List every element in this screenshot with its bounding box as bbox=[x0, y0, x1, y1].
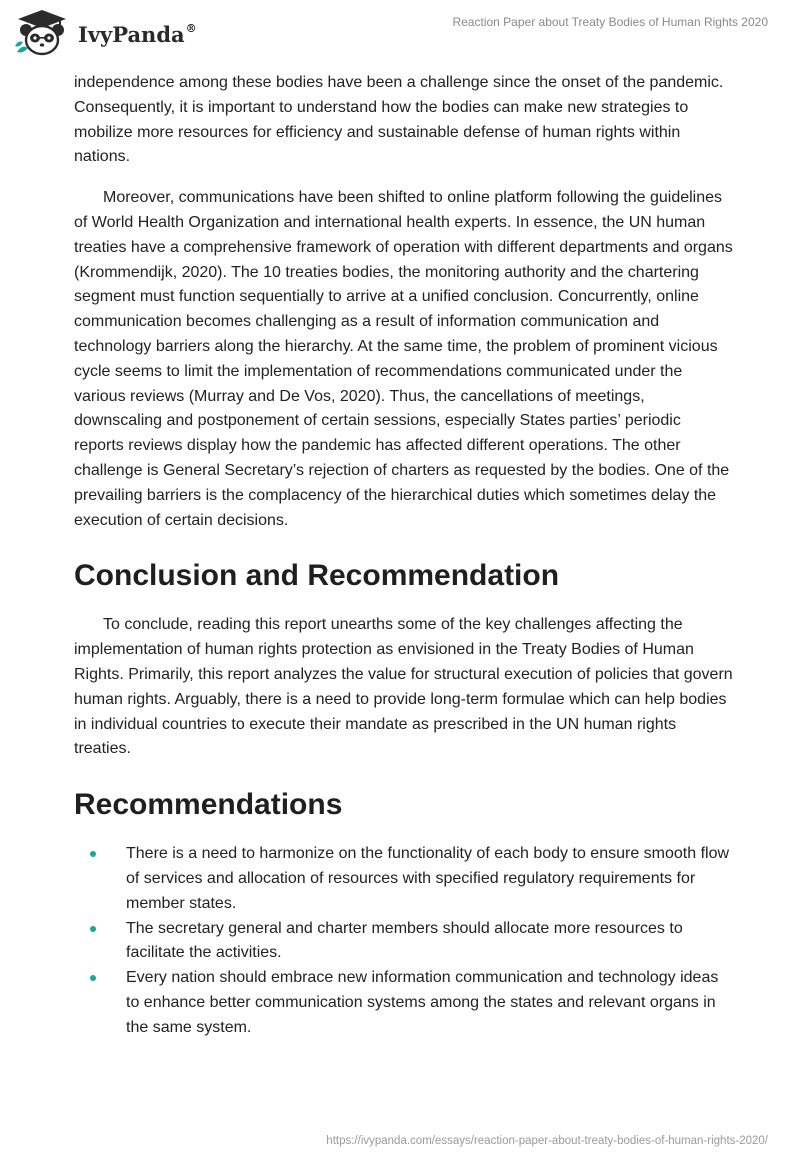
list-item bbox=[74, 842, 734, 916]
list-item-text: The secretary general and charter members should allocate more resources to facilitate the activities. bbox=[126, 919, 683, 962]
list-item bbox=[74, 966, 734, 1040]
essay-content bbox=[74, 71, 734, 1041]
registered-mark: ® bbox=[185, 22, 197, 35]
paragraph-communications: Moreover, communications have been shifted to online platform following the guidelines of World Health Organization and international health experts. In essence, the UN human treaties have a comprehensive framework of operation with different departments and organs (Krommendijk, 2020). The 10 treaties bodies, the monitoring authority and the chartering segment must function sequentially to arrive at a unified conclusion. Concurrently, online communication becomes challenging as a result of information communication and technology barriers along the hierarchy. At the same time, the problem of prominent vicious cycle seems to limit the implementation of recommendations communicated under the various reviews (Murray and De Vos, 2020). Thus, the cancellations of meetings, downscaling and postponement of certain sessions, especially States parties’ periodic reports reviews display how the pandemic has affected different operations. The other challenge is General Secretary’s rejection of charters as requested by the bodies. One of the prevailing barriers is the complacency of the hierarchical duties which sometimes delay the execution of certain decisions. bbox=[74, 189, 733, 529]
heading-recommendations: Recommendations bbox=[74, 788, 343, 822]
heading-conclusion: Conclusion and Recommendation bbox=[74, 559, 560, 593]
list-item-text: There is a need to harmonize on the functionality of each body to ensure smooth flow of services and allocation of resources with specified regulatory requirements for member states. bbox=[126, 845, 730, 912]
panda-mascot-icon bbox=[14, 8, 70, 58]
paragraph-conclusion: To conclude, reading this report unearths some of the key challenges affecting the implementation of human rights protection as envisioned in the Treaty Bodies of Human Rights. Primarily, this report analyzes the value for structural execution of policies that govern human rights. Arguably, there is a need to provide long-term formulae which can help bodies in individual countries to execute their mandate as prescribed in the UN human rights treaties. bbox=[74, 616, 733, 758]
recommendations-list bbox=[74, 842, 734, 1040]
list-item-text: Every nation should embrace new information communication and technology ideas to enhance better communication systems among the states and relevant organs in the same system. bbox=[126, 969, 719, 1036]
paragraph-intro: independence among these bodies have been a challenge since the onset of the pandemic. Consequently, it is important to understand how the bodies can make new strategies to mobilize more resources for efficiency and sustainable defense of human rights within nations. bbox=[74, 74, 724, 166]
source-url-link[interactable]: https://ivypanda.com/essays/reaction-paper-about-treaty-bodies-of-human-rights-2020/ bbox=[326, 1135, 768, 1147]
bullet-icon bbox=[90, 975, 96, 981]
bullet-icon bbox=[90, 926, 96, 932]
list-item bbox=[74, 917, 734, 967]
brand-text: IvyPanda bbox=[78, 22, 185, 47]
bullet-icon bbox=[90, 851, 96, 857]
running-title: Reaction Paper about Treaty Bodies of Human Rights 2020 bbox=[452, 15, 768, 29]
brand-name bbox=[78, 22, 197, 47]
page-header bbox=[0, 0, 800, 72]
